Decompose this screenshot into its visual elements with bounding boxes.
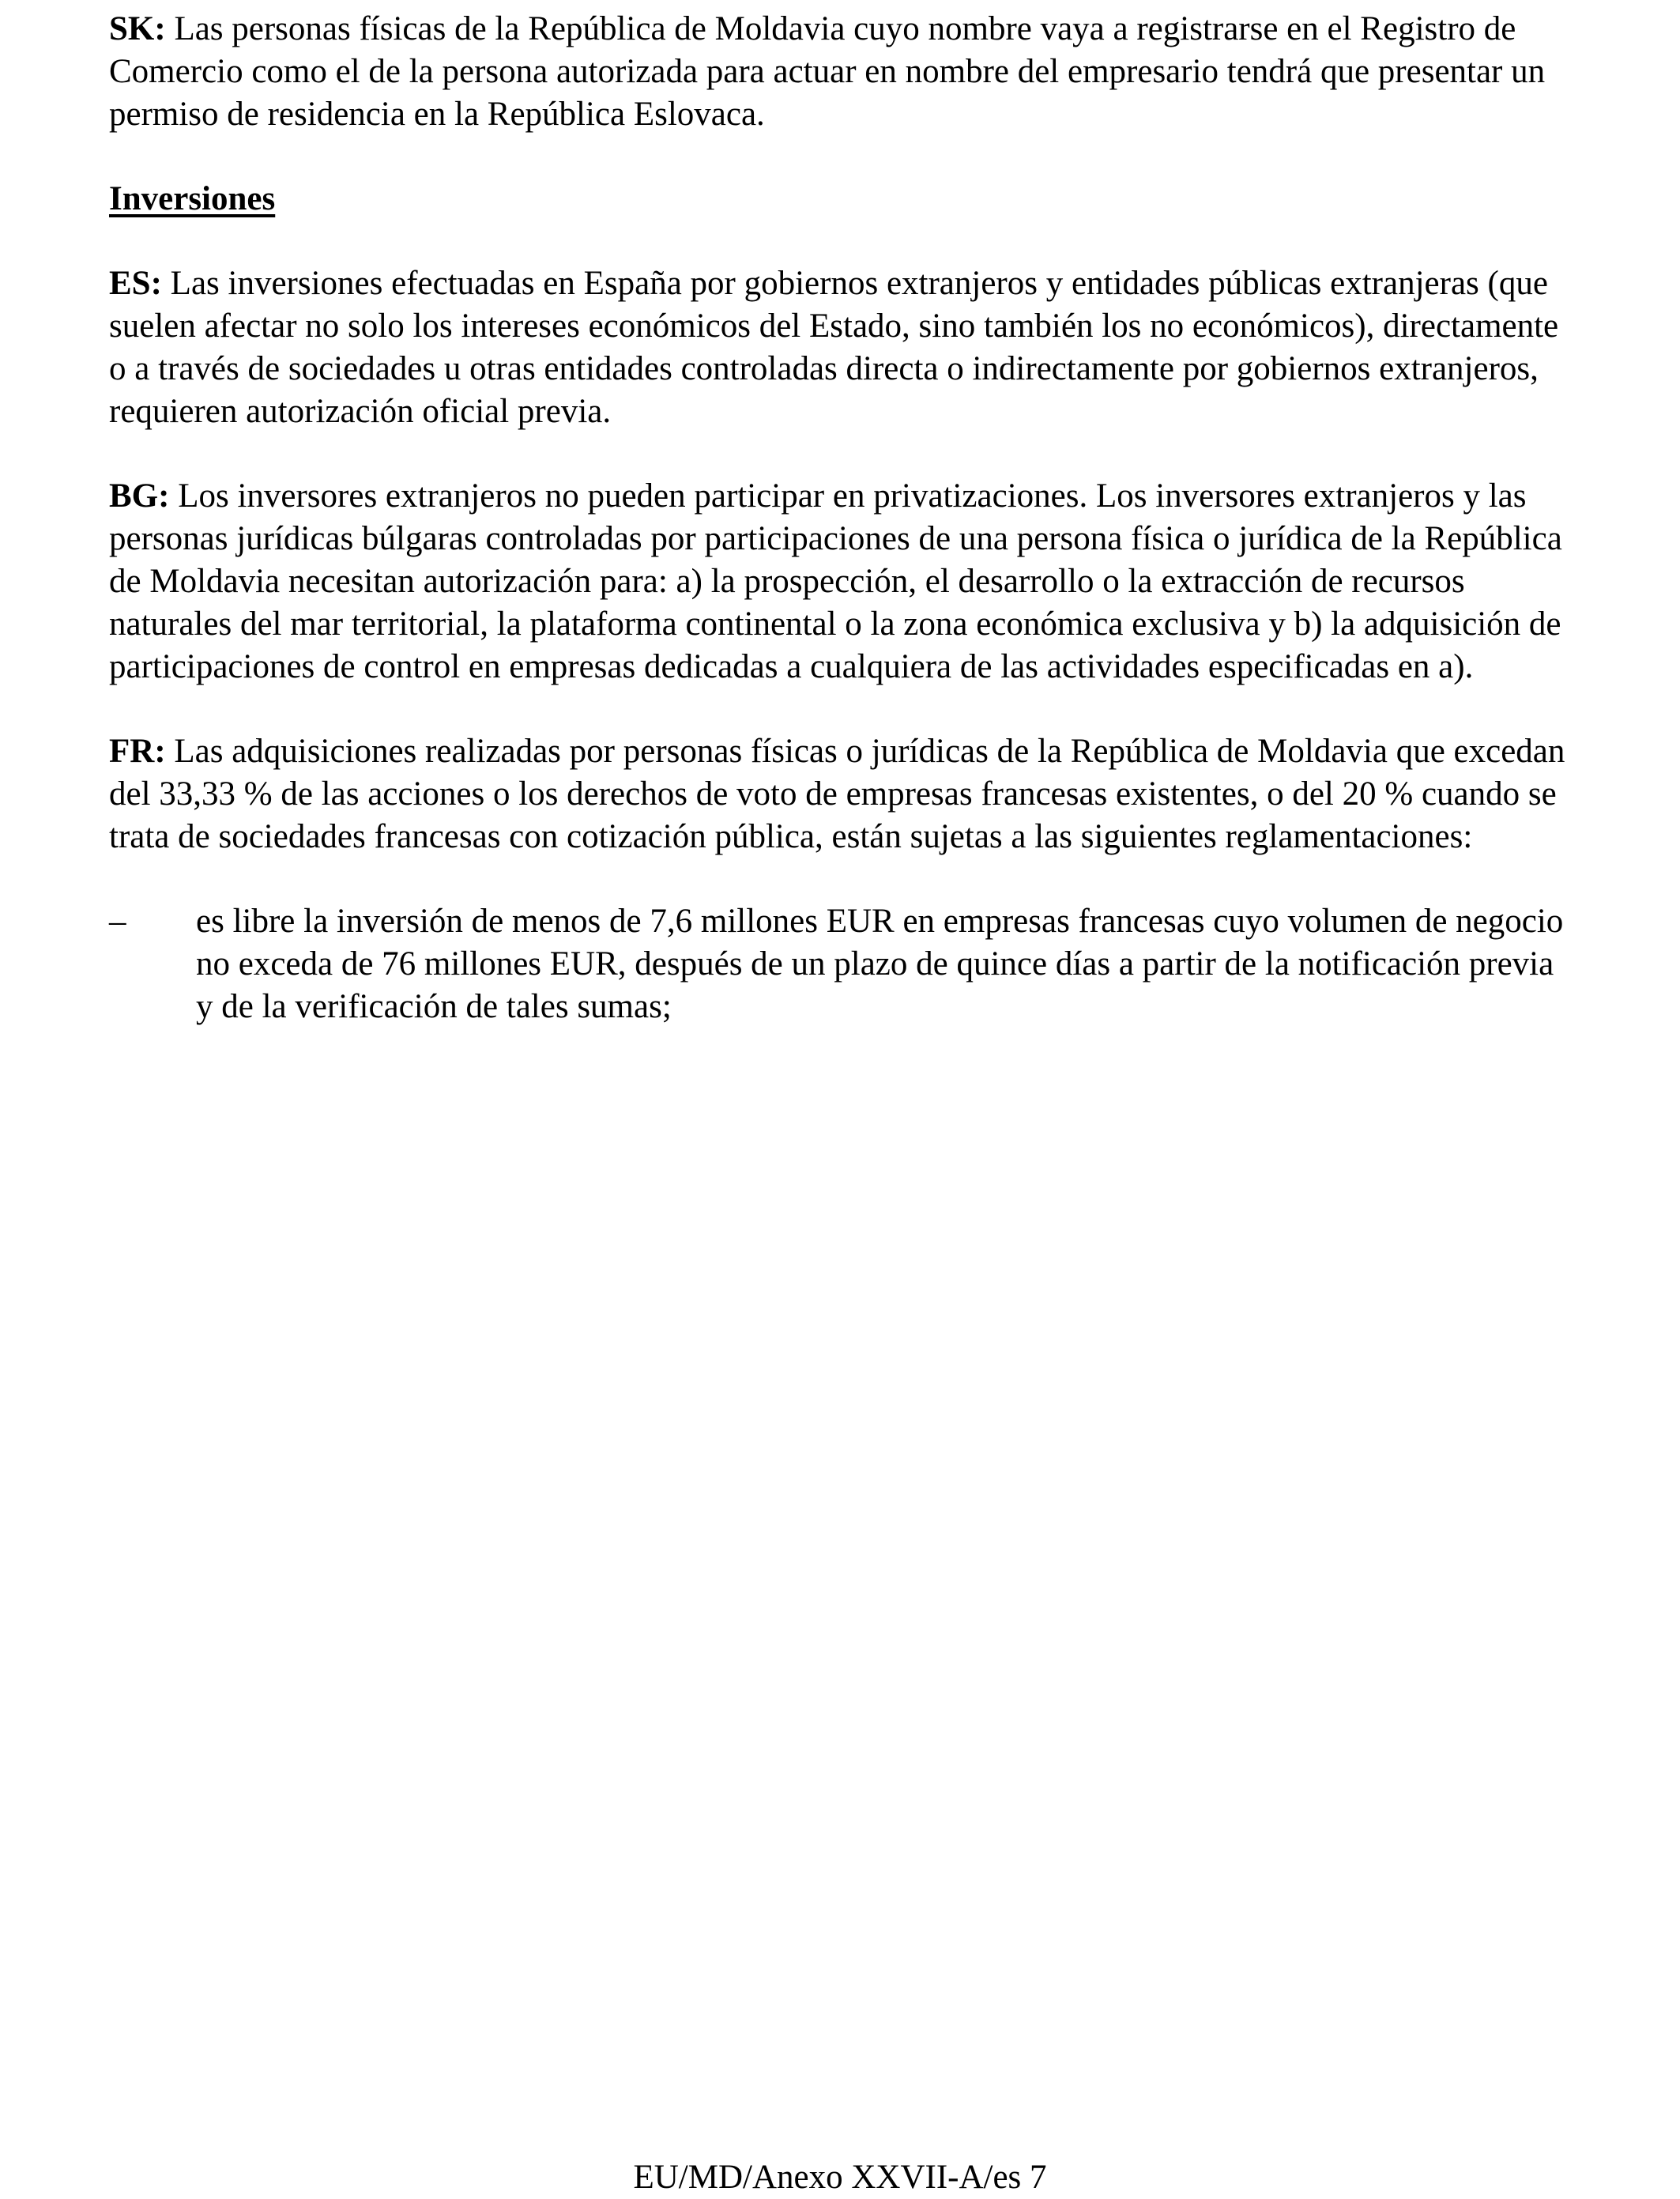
paragraph-bg-text: Los inversores extranjeros no pueden participar en privatizaciones. Los inversores extranjeros y las personas jurídicas búlgaras controladas por participaciones de una persona física o jurídica de la República de Moldavia necesitan autorización para: a) la prospección, el desarrollo o la extracción de recursos naturales del mar territorial, la plataforma continental o la zona económica exclusiva y b) la adquisición de participaciones de control en empresas dedicadas a cualquiera de las actividades especificadas en a). — [109, 477, 1562, 685]
country-code-bg: BG: — [109, 477, 170, 515]
paragraph-fr — [109, 730, 1579, 858]
paragraph-sk — [109, 8, 1579, 136]
document-page — [109, 8, 1579, 1028]
country-code-fr: FR: — [109, 733, 166, 770]
paragraph-es-text: Las inversiones efectuadas en España por gobiernos extranjeros y entidades públicas extranjeras (que suelen afectar no solo los intereses económicos del Estado, sino también los no económicos), directamente o a través de sociedades u otras entidades controladas directa o indirectamente por gobiernos extranjeros, requieren autorización oficial previa. — [109, 265, 1559, 430]
page-footer: EU/MD/Anexo XXVII-A/es 7 — [633, 2159, 1047, 2196]
country-code-sk: SK: — [109, 10, 166, 47]
section-heading-inversiones: Inversiones — [109, 180, 276, 217]
paragraph-sk-text: Las personas físicas de la República de Moldavia cuyo nombre vaya a registrarse en el Registro de Comercio como el de la persona autorizada para actuar en nombre del empresario tendrá que presentar un permiso de residencia en la República Eslovaca. — [109, 10, 1546, 133]
list-item — [109, 900, 1579, 1028]
country-code-es: ES: — [109, 265, 162, 302]
dash-bullet: – — [109, 903, 126, 940]
paragraph-bg — [109, 475, 1579, 688]
paragraph-fr-text: Las adquisiciones realizadas por personas físicas o jurídicas de la República de Moldavia que excedan del 33,33 % de las acciones o los derechos de voto de empresas francesas existentes, o del 20 % cuando se trata de sociedades francesas con cotización pública, están sujetas a las siguientes reglamentaciones: — [109, 733, 1565, 855]
list-item-text: es libre la inversión de menos de 7,6 millones EUR en empresas francesas cuyo volumen de negocio no exceda de 76 millones EUR, después de un plazo de quince días a partir de la notificación previa y de la verificación de tales sumas; — [196, 903, 1564, 1025]
paragraph-es — [109, 262, 1579, 433]
